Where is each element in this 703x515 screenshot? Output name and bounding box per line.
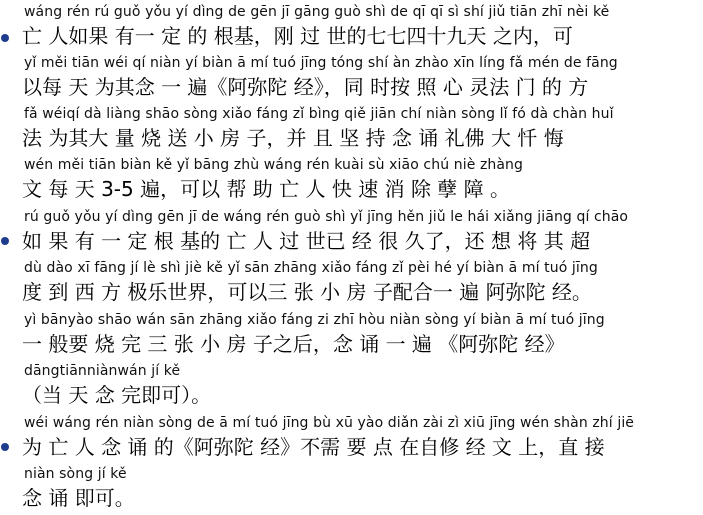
bullet-icon (1, 237, 9, 245)
hanzi-line: 如 果 有 一 定 根 基的 亡 人 过 世已 经 很 久了，还 想 将 其 超 (22, 229, 591, 253)
pinyin-line: dāngtiānniànwán jí kě (24, 363, 181, 379)
hanzi-line: （当 天 念 完即可）。 (22, 383, 212, 407)
hanzi-line: 念 诵 即可。 (22, 486, 135, 510)
hanzi-line: 一 般要 烧 完 三 张 小 房 子之后，念 诵 一 遍 《阿弥陀 经》 (22, 332, 565, 356)
pinyin-line: wéi wáng rén niàn sòng de ā mí tuó jīng bù xū yào diǎn zài zì xiū jīng wén shàn zhí jiē (24, 415, 635, 431)
hanzi-line: 法 为其大 量 烧 送 小 房 子，并 且 坚 持 念 诵 礼佛 大 忏 悔 (22, 126, 564, 150)
bullet-icon (1, 443, 9, 451)
hanzi-line: 文 每 天 3-5 遍，可以 帮 助 亡 人 快 速 消 除 孽 障 。 (22, 177, 511, 201)
pinyin-line: dù dào xī fāng jí lè shì jiè kě yǐ sān zhāng xiǎo fáng zǐ pèi hé yí biàn ā mí tuó jīng (24, 260, 598, 276)
pinyin-line: rú guǒ yǒu yí dìng gēn jī de wáng rén guò shì yǐ jīng hěn jiǔ le hái xiǎng jiāng qí chāo (24, 209, 629, 225)
pinyin-line: yǐ měi tiān wéi qí niàn yí biàn ā mí tuó jīng tóng shí àn zhào xīn líng fǎ mén de fāng (24, 55, 618, 71)
pinyin-line: wén měi tiān biàn kě yǐ bāng zhù wáng rén kuài sù xiāo chú niè zhàng (24, 157, 524, 173)
hanzi-line: 亡 人如果 有一 定 的 根基，刚 过 世的七七四十九天 之内，可 (22, 24, 573, 48)
pinyin-line: fǎ wéiqí dà liàng shāo sòng xiǎo fáng zǐ bìng qiě jiān chí niàn sòng lǐ fó dà chàn huǐ (24, 106, 614, 122)
hanzi-line: 为 亡 人 念 诵 的《阿弥陀 经》不需 要 点 在自修 经 文 上，直 接 (22, 435, 605, 459)
pinyin-line: niàn sòng jí kě (24, 466, 127, 482)
pinyin-line: wáng rén rú guǒ yǒu yí dìng de gēn jī gāng guò shì de qī qī sì shí jiǔ tiān zhī nèi kě (24, 4, 610, 20)
hanzi-line: 度 到 西 方 极乐世界，可以三 张 小 房 子配合一 遍 阿弥陀 经。 (22, 280, 592, 304)
pinyin-line: yì bānyào shāo wán sān zhāng xiǎo fáng zi zhī hòu niàn sòng yí biàn ā mí tuó jīng (24, 312, 605, 328)
hanzi-line: 以每 天 为其念 一 遍《阿弥陀 经》，同 时按 照 心 灵法 门 的 方 (22, 75, 589, 99)
bullet-icon (1, 34, 9, 42)
